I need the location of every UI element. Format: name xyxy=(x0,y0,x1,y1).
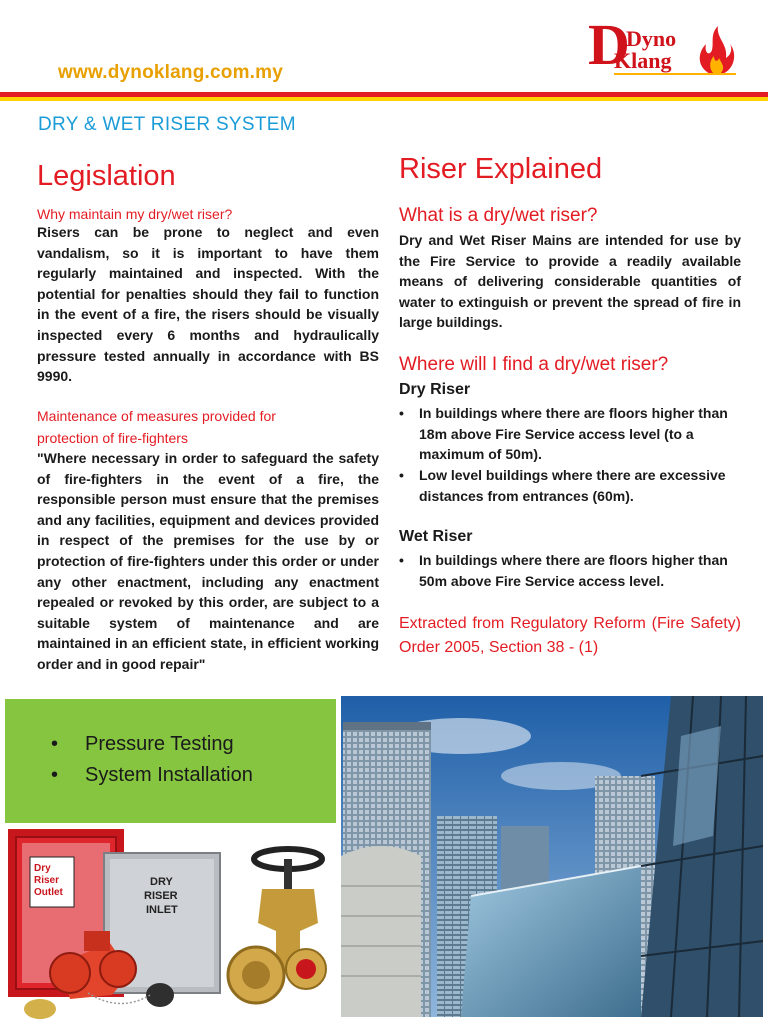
riser-equipment-illustration xyxy=(0,823,340,1024)
wet-riser-item: • In buildings where there are floors higher than 50m above Fire Service access level. xyxy=(399,552,728,589)
legislation-paragraph-2: "Where necessary in order to safeguard the safety of fire-fighters in the event of a fire, the responsible person must ensure that the premises and any facilities, equipment and devices provided in respect of the premises for the use by or protection of fire-fighters under this order or under any other enactment, including any enactment repealed or revoked by this order, are subject to a suitable system of maintenance and are maintained in an efficient state, in efficient working order and in good repair" xyxy=(37,450,379,672)
system-title: DRY & WET RISER SYSTEM xyxy=(38,114,296,135)
svg-text:Outlet: Outlet xyxy=(34,887,63,898)
header-stripe-yellow xyxy=(0,97,768,101)
svg-text:Klang: Klang xyxy=(614,48,672,73)
legislation-paragraph-1: Risers can be prone to neglect and even vandalism, so it is important to have them regularly maintained and inspected. With the potential for penalties should they fail to function in the event of a fire, the risers should be visually inspected every 6 months and hydraulically pressure tested annually in accordance with BS 9990. xyxy=(37,224,379,385)
svg-text:Riser: Riser xyxy=(34,875,60,886)
legislation-question-1: Why maintain my dry/wet riser? xyxy=(37,206,233,222)
svg-text:D: D xyxy=(588,14,630,77)
website-url[interactable]: www.dynoklang.com.my xyxy=(58,62,284,83)
legislation-question-2-line-1: Maintenance of measures provided for xyxy=(37,408,276,424)
regulation-extract: Extracted from Regulatory Reform (Fire Safety) Order 2005, Section 38 - (1) xyxy=(399,615,741,656)
flame-icon xyxy=(700,26,734,74)
landing-valve xyxy=(228,849,326,1003)
svg-text:INLET: INLET xyxy=(146,904,178,916)
dry-riser-item: • In buildings where there are floors higher than 18m above Fire Service access level (to a maximum of 50m). xyxy=(399,405,728,463)
wet-riser-heading: Wet Riser xyxy=(399,528,473,545)
riser-question-2: Where will I find a dry/wet riser? xyxy=(399,354,669,375)
riser-question-1: What is a dry/wet riser? xyxy=(399,205,598,226)
dry-riser-item: • Low level buildings where there are excessive distances from entrances (60m). xyxy=(399,467,726,504)
riser-paragraph-1: Dry and Wet Riser Mains are intended for use by the Fire Service to provide a readily available means of delivering considerable quantities of water to extinguish or prevent the spread of fire in large buildings. xyxy=(399,232,741,331)
svg-text:RISER: RISER xyxy=(144,890,178,902)
dyno-klang-logo xyxy=(586,14,738,84)
legislation-question-2-line-2: protection of fire-fighters xyxy=(37,430,188,446)
services-panel: • Pressure Testing • System Installation xyxy=(5,699,336,823)
svg-text:DRY: DRY xyxy=(150,876,173,888)
office-buildings-photo xyxy=(341,696,763,1017)
legislation-heading: Legislation xyxy=(37,160,176,192)
dry-riser-heading: Dry Riser xyxy=(399,381,471,398)
riser-explained-heading: Riser Explained xyxy=(399,153,603,185)
svg-text:Dry: Dry xyxy=(34,863,51,874)
svg-text:Dyno: Dyno xyxy=(626,26,677,51)
